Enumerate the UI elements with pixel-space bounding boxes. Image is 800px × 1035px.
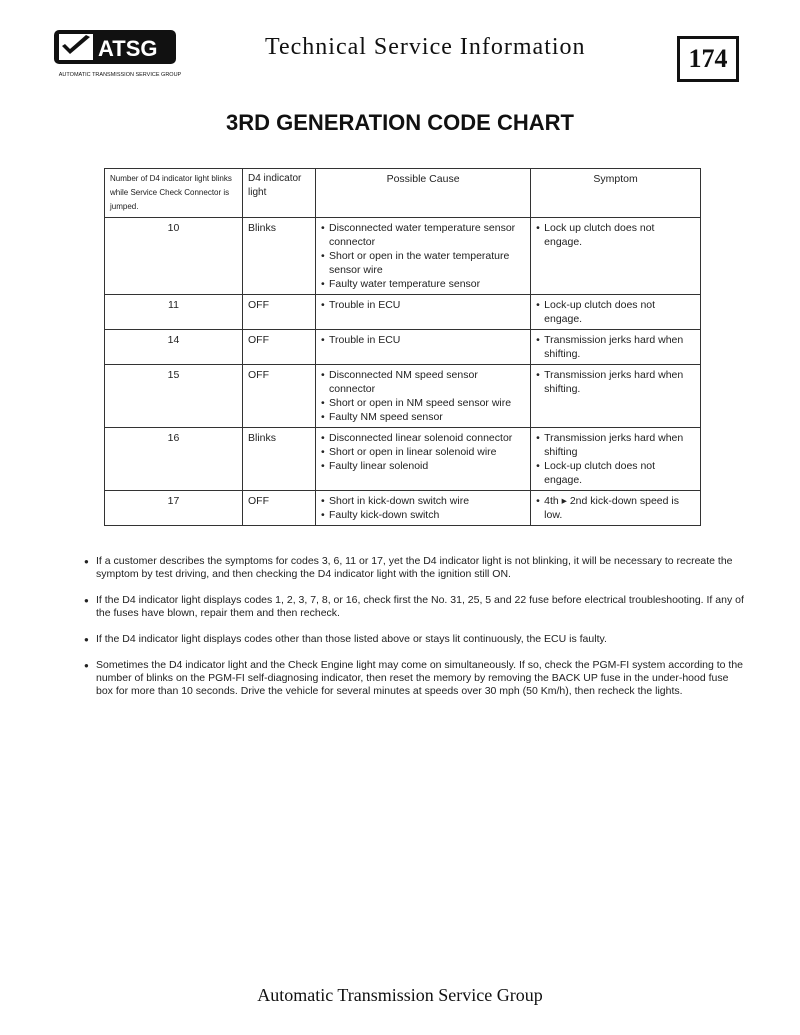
symptom-item: • Transmission jerks hard when shifting.	[536, 333, 695, 361]
symptom-item: • 4th ▸ 2nd kick-down speed is low.	[536, 494, 695, 522]
symptom-list	[536, 298, 695, 326]
cause-item: • Disconnected NM speed sensor connector	[321, 368, 525, 396]
logo-text: ATSG	[98, 36, 158, 61]
table-row	[105, 428, 701, 491]
cause-cell	[316, 428, 531, 491]
symptom-cell	[531, 218, 701, 295]
cause-list	[321, 494, 525, 522]
symptom-item: • Lock-up clutch does not engage.	[536, 298, 695, 326]
table-row	[105, 365, 701, 428]
table-row	[105, 218, 701, 295]
page-number: 174	[677, 36, 739, 82]
table-row	[105, 491, 701, 526]
header-cause: Possible Cause	[316, 169, 531, 218]
symptom-cell	[531, 365, 701, 428]
code-chart-table	[104, 168, 701, 526]
symptom-list	[536, 221, 695, 249]
code-cell: 14	[105, 330, 243, 365]
cause-item: • Short in kick-down switch wire	[321, 494, 525, 508]
note-item: ● If the D4 indicator light displays codes 1, 2, 3, 7, 8, or 16, check first the No. 31, 25, 5 and 22 fuse before electrical troubleshooting. If any of the fuses have blown, repair them and then recheck.	[84, 594, 744, 620]
logo-subtitle: AUTOMATIC TRANSMISSION SERVICE GROUP	[58, 72, 182, 78]
cause-cell	[316, 295, 531, 330]
symptom-cell	[531, 295, 701, 330]
symptom-cell	[531, 330, 701, 365]
table-row	[105, 330, 701, 365]
note-item: ● If a customer describes the symptoms for codes 3, 6, 11 or 17, yet the D4 indicator light is not blinking, it will be necessary to recreate the symptom by test driving, and then checking the D4 indicator light with the ignition still ON.	[84, 555, 744, 581]
cause-item: • Short or open in linear solenoid wire	[321, 445, 525, 459]
symptom-item: • Lock up clutch does not engage.	[536, 221, 695, 249]
header-indicator: D4 indicator light	[243, 169, 316, 218]
indicator-cell: Blinks	[243, 428, 316, 491]
code-cell: 16	[105, 428, 243, 491]
indicator-cell: OFF	[243, 295, 316, 330]
cause-list	[321, 221, 525, 291]
notes-list	[84, 555, 744, 711]
cause-item: • Disconnected linear solenoid connector	[321, 431, 525, 445]
note-item: ● Sometimes the D4 indicator light and the Check Engine light may come on simultaneously. If so, check the PGM-FI system according to the number of blinks on the PGM-FI self-diagnosing indicator, then reset the memory by removing the BACK UP fuse in the under-hood fuse box for more than 10 seconds. Drive the vehicle for several minutes at speeds over 30 mph (50 Km/h), then recheck the lights.	[84, 659, 744, 698]
cause-list	[321, 298, 525, 312]
header-symptom: Symptom	[531, 169, 701, 218]
cause-item: • Disconnected water temperature sensor connector	[321, 221, 525, 249]
cause-item: • Short or open in the water temperature sensor wire	[321, 249, 525, 277]
cause-cell	[316, 491, 531, 526]
cause-item: • Trouble in ECU	[321, 333, 525, 347]
symptom-list	[536, 333, 695, 361]
indicator-cell: OFF	[243, 330, 316, 365]
symptom-cell	[531, 428, 701, 491]
cause-cell	[316, 330, 531, 365]
symptom-item: • Transmission jerks hard when shifting.	[536, 368, 695, 396]
cause-list	[321, 333, 525, 347]
header-title: Technical Service Information	[265, 34, 586, 60]
cause-item: • Faulty water temperature sensor	[321, 277, 525, 291]
note-item: ● If the D4 indicator light displays codes other than those listed above or stays lit continuously, the ECU is faulty.	[84, 633, 744, 646]
cause-item: • Trouble in ECU	[321, 298, 525, 312]
symptom-list	[536, 494, 695, 522]
cause-item: • Short or open in NM speed sensor wire	[321, 396, 525, 410]
footer: Automatic Transmission Service Group	[257, 985, 543, 1005]
symptom-list	[536, 368, 695, 396]
cause-item: • Faulty linear solenoid	[321, 459, 525, 473]
cause-list	[321, 431, 525, 473]
code-cell: 11	[105, 295, 243, 330]
symptom-cell	[531, 491, 701, 526]
indicator-cell: OFF	[243, 491, 316, 526]
table-row	[105, 295, 701, 330]
indicator-cell: OFF	[243, 365, 316, 428]
cause-cell	[316, 218, 531, 295]
cause-item: • Faulty NM speed sensor	[321, 410, 525, 424]
atsg-logo	[40, 28, 200, 86]
symptom-item: • Lock-up clutch does not engage.	[536, 459, 695, 487]
chart-title: 3RD GENERATION CODE CHART	[226, 110, 574, 135]
symptom-list	[536, 431, 695, 487]
code-cell: 15	[105, 365, 243, 428]
cause-item: • Faulty kick-down switch	[321, 508, 525, 522]
cause-cell	[316, 365, 531, 428]
code-cell: 10	[105, 218, 243, 295]
header-code: Number of D4 indicator light blinks while Service Check Connector is jumped.	[105, 169, 243, 218]
symptom-item: • Transmission jerks hard when shifting	[536, 431, 695, 459]
table-header-row	[105, 169, 701, 218]
indicator-cell: Blinks	[243, 218, 316, 295]
cause-list	[321, 368, 525, 424]
code-cell: 17	[105, 491, 243, 526]
